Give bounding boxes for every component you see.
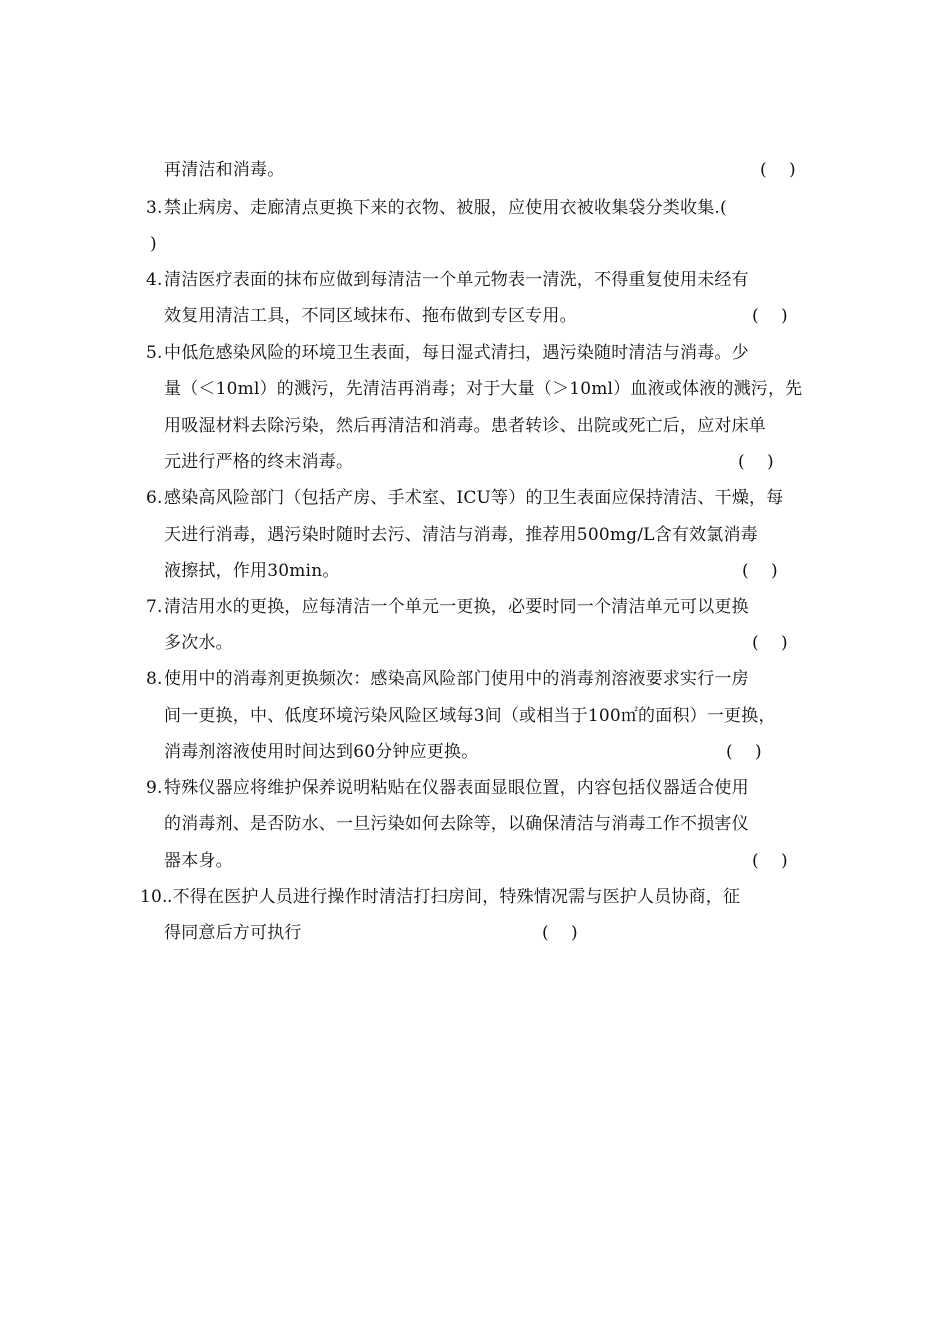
answer-blank[interactable]: ( ) — [752, 633, 788, 653]
answer-blank[interactable]: ( ) — [760, 160, 796, 180]
answer-blank[interactable]: ( ) — [752, 851, 788, 871]
question-text-line: 特殊仪器应将维护保养说明粘贴在仪器表面显眼位置，内容包括仪器适合使用 — [164, 778, 749, 798]
question-text-line: 的消毒剂、是否防水、一旦污染如何去除等，以确保清洁与消毒工作不损害仪 — [164, 814, 749, 834]
question-number: 4. — [146, 270, 163, 290]
question-text-line: 中低危感染风险的环境卫生表面，每日湿式清扫，遇污染随时清洁与消毒。少 — [164, 343, 749, 363]
question-text-line: 清洁用水的更换，应每清洁一个单元一更换，必要时同一个清洁单元可以更换 — [164, 597, 749, 617]
question-number: 5. — [146, 343, 163, 363]
question-number: 7. — [146, 597, 163, 617]
question-text-line: 液擦拭，作用30min。 — [164, 561, 340, 581]
question-text-line: 消毒剂溶液使用时间达到60分钟应更换。 — [164, 742, 479, 762]
question-text-line: 使用中的消毒剂更换频次：感染高风险部门使用中的消毒剂溶液要求实行一房 — [164, 669, 749, 689]
question-number: 6. — [146, 488, 163, 508]
question-text-line: 元进行严格的终末消毒。 — [164, 452, 354, 472]
question-number: 3. — [146, 198, 163, 218]
question-text-line: 得同意后方可执行 — [164, 923, 302, 943]
answer-blank[interactable]: ( ) — [726, 742, 762, 762]
question-text-line: 器本身。 — [164, 851, 233, 871]
question-text-line: .不得在医护人员进行操作时清洁打扫房间，特殊情况需与医护人员协商，征 — [167, 887, 741, 907]
question-text-line: 天进行消毒，遇污染时随时去污、清洁与消毒，推荐用500mg/L含有效氯消毒 — [164, 525, 758, 545]
answer-blank[interactable]: ( ) — [738, 452, 774, 472]
question-text-line: 禁止病房、走廊清点更换下来的衣物、被服，应使用衣被收集袋分类收集.( — [164, 198, 727, 218]
question-text-line: 再清洁和消毒。 — [164, 160, 285, 180]
question-number: 10. — [140, 887, 168, 907]
question-text-line: 量（＜10ml）的溅污，先清洁再消毒；对于大量（＞10ml）血液或体液的溅污，先 — [164, 379, 803, 399]
answer-blank[interactable]: ( ) — [742, 561, 778, 581]
question-number: 9. — [146, 778, 163, 798]
question-text-line: 效复用清洁工具，不同区域抹布、拖布做到专区专用。 — [164, 306, 577, 326]
question-text-line: 多次水。 — [164, 633, 233, 653]
question-text-line: 清洁医疗表面的抹布应做到每清洁一个单元物表一清洗，不得重复使用未经有 — [164, 270, 749, 290]
question-text-line: 感染高风险部门（包括产房、手术室、ICU等）的卫生表面应保持清洁、干燥，每 — [164, 488, 784, 508]
answer-blank[interactable]: ( ) — [752, 306, 788, 326]
question-text-line: 用吸湿材料去除污染，然后再清洁和消毒。患者转诊、出院或死亡后，应对床单 — [164, 416, 766, 436]
question-number: 8. — [146, 669, 163, 689]
answer-blank[interactable]: ( ) — [542, 923, 578, 943]
question-text-line: ) — [150, 234, 157, 254]
question-text-line: 间一更换，中、低度环境污染风险区域每3间（或相当于100㎡的面积）一更换， — [164, 706, 776, 726]
